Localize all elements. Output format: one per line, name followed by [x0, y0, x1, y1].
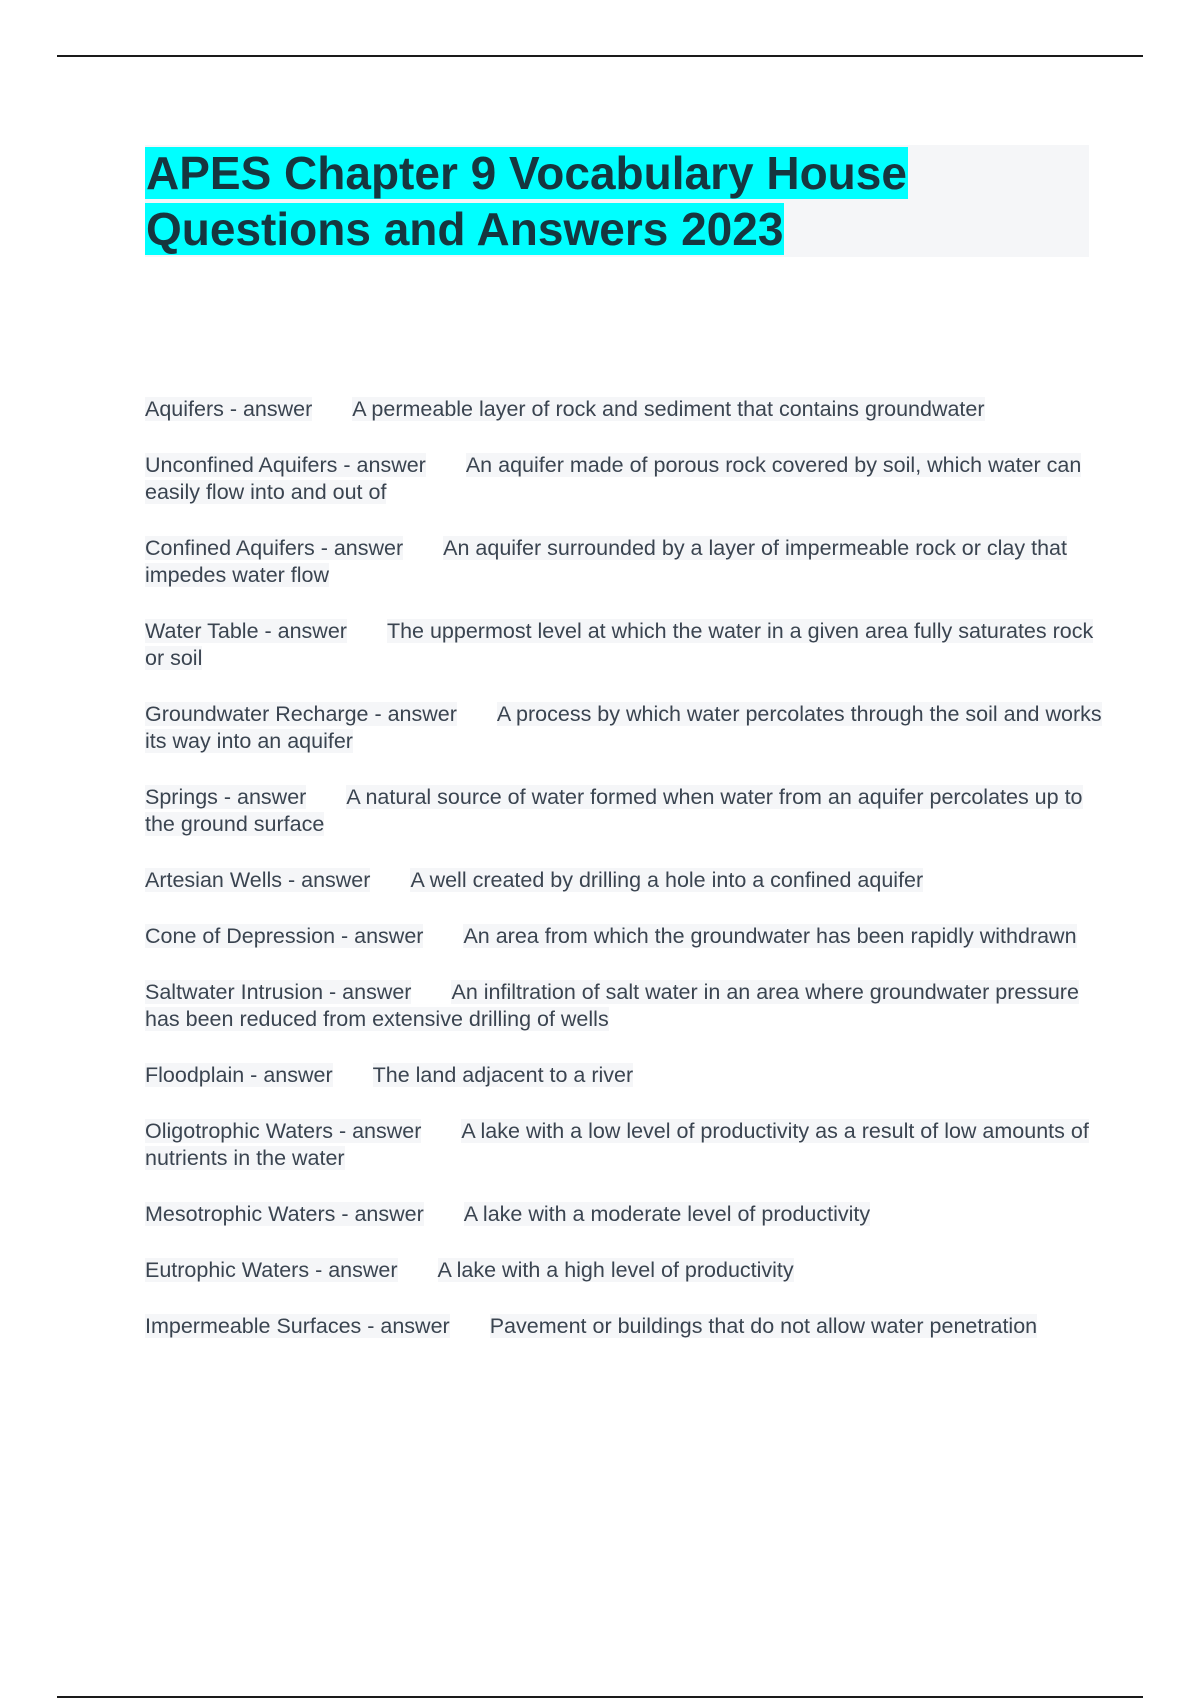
document-title-text: APES Chapter 9 Vocabulary House Questions and Answers 2023 [146, 147, 907, 255]
vocabulary-entry [145, 535, 1105, 589]
entry-term: Oligotrophic Waters - answer [145, 1119, 422, 1143]
entry-term: Impermeable Surfaces - answer [145, 1314, 450, 1338]
entry-definition: A process by which water percolates through the soil and works its way into an aquifer [145, 702, 1102, 753]
title-block [145, 145, 1089, 257]
entry-term: Floodplain - answer [145, 1063, 333, 1087]
entry-term: Eutrophic Waters - answer [145, 1258, 398, 1282]
vocabulary-entry [145, 618, 1105, 672]
page-top-rule [57, 55, 1143, 57]
vocabulary-entry [145, 1313, 1105, 1340]
vocabulary-entry [145, 1257, 1105, 1284]
entry-definition: An aquifer surrounded by a layer of impermeable rock or clay that impedes water flow [145, 536, 1067, 587]
entry-definition: The land adjacent to a river [372, 1063, 634, 1087]
entry-term: Artesian Wells - answer [145, 868, 371, 892]
entry-term: Saltwater Intrusion - answer [145, 980, 412, 1004]
entry-term: Springs - answer [145, 785, 307, 809]
entry-definition: A lake with a low level of productivity as a result of low amounts of nutrients in the water [145, 1119, 1089, 1170]
entry-definition: A well created by drilling a hole into a confined aquifer [410, 868, 924, 892]
entry-definition: Pavement or buildings that do not allow water penetration [489, 1314, 1038, 1338]
vocabulary-entry [145, 784, 1105, 838]
vocabulary-entry [145, 396, 1105, 423]
vocabulary-entry [145, 979, 1105, 1033]
entry-definition: A lake with a moderate level of productivity [463, 1202, 871, 1226]
page-bottom-rule [57, 1696, 1143, 1698]
vocabulary-entry [145, 701, 1105, 755]
entry-term: Aquifers - answer [145, 397, 313, 421]
vocabulary-entry [145, 1201, 1105, 1228]
entry-definition: An area from which the groundwater has been rapidly withdrawn [463, 924, 1077, 948]
entry-term: Cone of Depression - answer [145, 924, 424, 948]
vocabulary-entry [145, 1118, 1105, 1172]
entry-term: Water Table - answer [145, 619, 347, 643]
entry-term: Unconfined Aquifers - answer [145, 453, 426, 477]
vocabulary-entry [145, 867, 1105, 894]
entry-term: Groundwater Recharge - answer [145, 702, 457, 726]
entry-definition: The uppermost level at which the water in a given area fully saturates rock or soil [145, 619, 1094, 670]
entry-definition: An infiltration of salt water in an area where groundwater pressure has been reduced from extensive drilling of wells [145, 980, 1079, 1031]
vocabulary-list [145, 396, 1105, 1369]
entry-definition: A permeable layer of rock and sediment that contains groundwater [352, 397, 985, 421]
vocabulary-entry [145, 923, 1105, 950]
entry-term: Confined Aquifers - answer [145, 536, 404, 560]
vocabulary-entry [145, 1062, 1105, 1089]
entry-term: Mesotrophic Waters - answer [145, 1202, 424, 1226]
entry-definition: A natural source of water formed when water from an aquifer percolates up to the ground surface [145, 785, 1083, 836]
entry-definition: An aquifer made of porous rock covered by soil, which water can easily flow into and out of [145, 453, 1082, 504]
document-title [145, 145, 1089, 257]
entry-definition: A lake with a high level of productivity [437, 1258, 794, 1282]
vocabulary-entry [145, 452, 1105, 506]
